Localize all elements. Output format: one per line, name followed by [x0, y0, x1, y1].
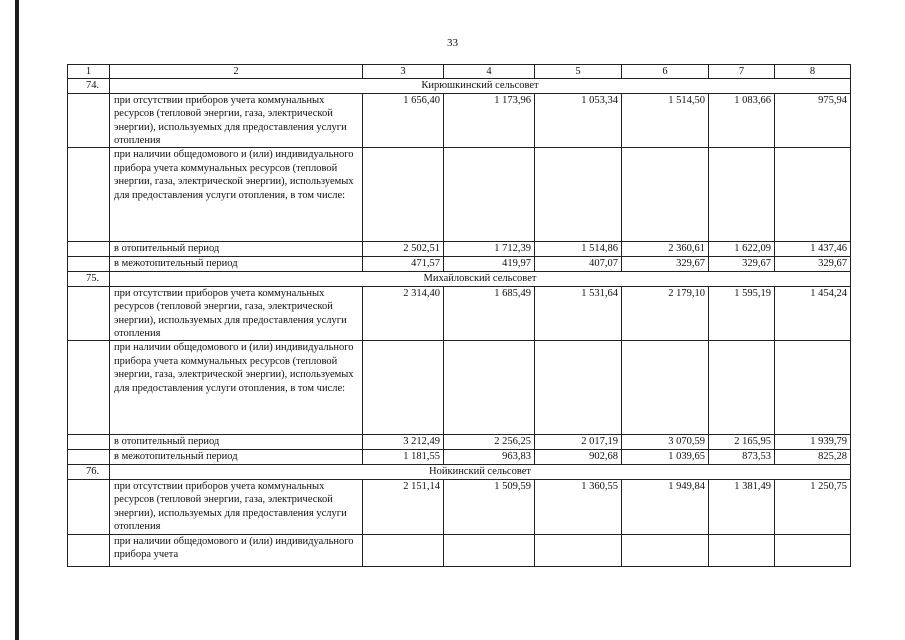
value-cell: 419,97 — [444, 257, 535, 272]
row-index-cell — [68, 534, 110, 566]
row-label: при наличии общедомового и (или) индивидуального прибора учета — [110, 534, 363, 566]
column-number: 2 — [110, 65, 363, 79]
value-cell: 963,83 — [444, 450, 535, 465]
row-label: при наличии общедомового и (или) индивидуального прибора учета коммунальных ресурсов (тепловой энергии, газа, электрической энергии), используемых для предоставления услуги отопления, в том числе: — [110, 341, 363, 435]
column-number: 5 — [535, 65, 622, 79]
row-label: в отопительный период — [110, 242, 363, 257]
row-label: при отсутствии приборов учета коммунальных ресурсов (тепловой энергии, газа, электрической энергии), используемых для предоставления услуги отопления — [110, 479, 363, 534]
page-number: 33 — [447, 37, 458, 49]
value-cell — [622, 534, 709, 566]
value-cell: 1 531,64 — [535, 286, 622, 341]
value-cell: 2 017,19 — [535, 435, 622, 450]
value-cell: 2 179,10 — [622, 286, 709, 341]
row-index-cell — [68, 435, 110, 450]
column-number: 4 — [444, 65, 535, 79]
value-cell — [444, 341, 535, 435]
row-label: при отсутствии приборов учета коммунальных ресурсов (тепловой энергии, газа, электрической энергии), используемых для предоставления услуги отопления — [110, 286, 363, 341]
row-label: в отопительный период — [110, 435, 363, 450]
row-index-cell — [68, 93, 110, 148]
value-cell — [535, 341, 622, 435]
section-header-row — [68, 79, 851, 93]
value-cell: 3 070,59 — [622, 435, 709, 450]
row-index-cell — [68, 148, 110, 242]
value-cell: 2 151,14 — [363, 479, 444, 534]
value-cell — [363, 341, 444, 435]
value-cell: 2 360,61 — [622, 242, 709, 257]
value-cell: 1 250,75 — [775, 479, 851, 534]
value-cell: 3 212,49 — [363, 435, 444, 450]
table-row — [68, 93, 851, 148]
table-row — [68, 148, 851, 242]
value-cell: 329,67 — [775, 257, 851, 272]
value-cell: 1 622,09 — [709, 242, 775, 257]
column-number: 6 — [622, 65, 709, 79]
value-cell: 902,68 — [535, 450, 622, 465]
value-cell: 1 039,65 — [622, 450, 709, 465]
section-index: 75. — [68, 272, 110, 286]
scan-edge-bar — [15, 0, 19, 640]
value-cell: 2 502,51 — [363, 242, 444, 257]
value-cell: 2 165,95 — [709, 435, 775, 450]
value-cell — [709, 534, 775, 566]
value-cell: 1 514,50 — [622, 93, 709, 148]
value-cell: 1 053,34 — [535, 93, 622, 148]
column-number: 7 — [709, 65, 775, 79]
tariff-table — [67, 64, 851, 567]
value-cell: 825,28 — [775, 450, 851, 465]
value-cell: 1 381,49 — [709, 479, 775, 534]
value-cell — [709, 341, 775, 435]
value-cell: 2 314,40 — [363, 286, 444, 341]
table-row — [68, 479, 851, 534]
value-cell: 1 712,39 — [444, 242, 535, 257]
value-cell: 1 514,86 — [535, 242, 622, 257]
value-cell — [363, 148, 444, 242]
row-label: в межотопительный период — [110, 257, 363, 272]
row-index-cell — [68, 341, 110, 435]
value-cell — [622, 148, 709, 242]
value-cell: 1 454,24 — [775, 286, 851, 341]
value-cell — [775, 534, 851, 566]
value-cell: 1 360,55 — [535, 479, 622, 534]
table-row — [68, 450, 851, 465]
section-header-row — [68, 465, 851, 479]
table-row — [68, 257, 851, 272]
value-cell — [622, 341, 709, 435]
value-cell: 1 181,55 — [363, 450, 444, 465]
value-cell: 329,67 — [622, 257, 709, 272]
value-cell: 329,67 — [709, 257, 775, 272]
value-cell — [444, 148, 535, 242]
value-cell: 1 685,49 — [444, 286, 535, 341]
column-number: 1 — [68, 65, 110, 79]
column-number: 3 — [363, 65, 444, 79]
value-cell — [709, 148, 775, 242]
value-cell — [775, 148, 851, 242]
value-cell: 1 509,59 — [444, 479, 535, 534]
value-cell: 1 595,19 — [709, 286, 775, 341]
section-header-row — [68, 272, 851, 286]
section-title: Нойкинский сельсовет — [110, 465, 851, 479]
table-row — [68, 534, 851, 566]
table-row — [68, 435, 851, 450]
table-row — [68, 286, 851, 341]
value-cell: 1 949,84 — [622, 479, 709, 534]
row-index-cell — [68, 242, 110, 257]
value-cell — [535, 148, 622, 242]
row-index-cell — [68, 286, 110, 341]
section-title: Кирюшкинский сельсовет — [110, 79, 851, 93]
value-cell: 2 256,25 — [444, 435, 535, 450]
row-label: при наличии общедомового и (или) индивидуального прибора учета коммунальных ресурсов (тепловой энергии, газа, электрической энергии), используемых для предоставления услуги отопления, в том числе: — [110, 148, 363, 242]
row-index-cell — [68, 257, 110, 272]
row-index-cell — [68, 450, 110, 465]
value-cell: 1 083,66 — [709, 93, 775, 148]
value-cell: 1 939,79 — [775, 435, 851, 450]
value-cell — [444, 534, 535, 566]
section-index: 74. — [68, 79, 110, 93]
row-label: в межотопительный период — [110, 450, 363, 465]
value-cell: 873,53 — [709, 450, 775, 465]
value-cell — [363, 534, 444, 566]
value-cell: 1 173,96 — [444, 93, 535, 148]
value-cell — [535, 534, 622, 566]
row-label: при отсутствии приборов учета коммунальных ресурсов (тепловой энергии, газа, электрической энергии), используемых для предоставления услуги отопления — [110, 93, 363, 148]
column-number: 8 — [775, 65, 851, 79]
value-cell: 975,94 — [775, 93, 851, 148]
section-index: 76. — [68, 465, 110, 479]
column-number-row — [68, 65, 851, 79]
value-cell: 1 437,46 — [775, 242, 851, 257]
table-row — [68, 341, 851, 435]
value-cell: 471,57 — [363, 257, 444, 272]
section-title: Михайловский сельсовет — [110, 272, 851, 286]
value-cell — [775, 341, 851, 435]
table-body — [68, 65, 851, 567]
value-cell: 407,07 — [535, 257, 622, 272]
value-cell: 1 656,40 — [363, 93, 444, 148]
row-index-cell — [68, 479, 110, 534]
table-row — [68, 242, 851, 257]
